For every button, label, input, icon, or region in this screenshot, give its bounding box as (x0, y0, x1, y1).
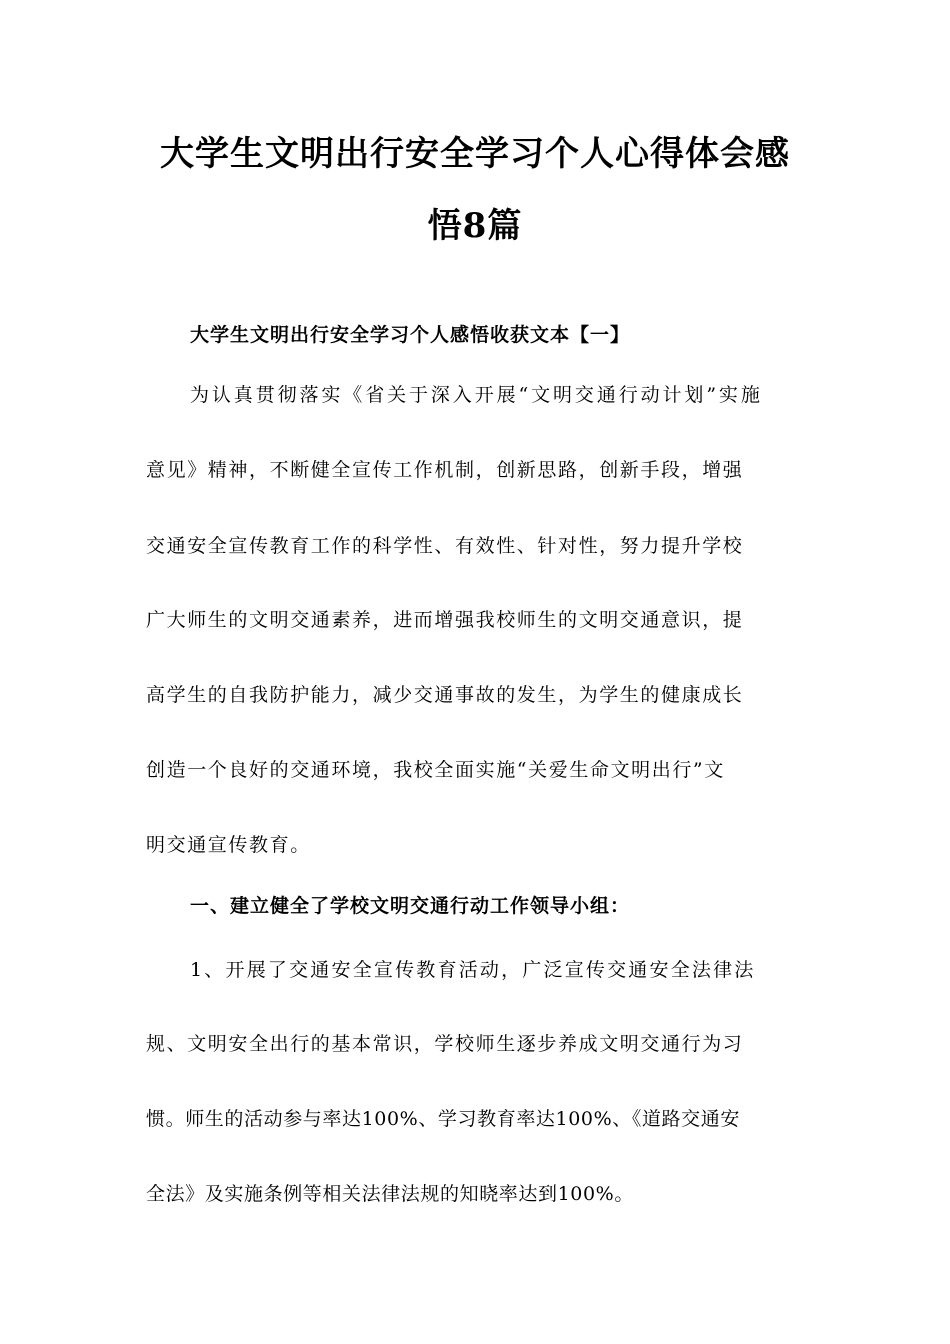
paragraph-line: 为认真贯彻落实《省关于深入开展“文明交通行动计划”实施 (190, 384, 763, 406)
paragraph-line: 规、文明安全出行的基本常识，学校师生逐步养成文明交通行为习 (146, 1033, 744, 1055)
paragraph-line: 惯。师生的活动参与率达100%、学习教育率达100%、《道路交通安 (146, 1108, 740, 1130)
paragraph-line: 创造一个良好的交通环境，我校全面实施“关爱生命文明出行”文 (146, 759, 725, 781)
subheading: 一、建立健全了学校文明交通行动工作领导小组： (190, 895, 631, 917)
paragraph-line: 意见》精神，不断健全宣传工作机制，创新思路，创新手段，增强 (146, 459, 744, 481)
document-title-line-2: 悟8篇 (427, 206, 523, 246)
section-heading: 大学生文明出行安全学习个人感悟收获文本【一】 (190, 324, 631, 346)
paragraph-line: 交通安全宣传教育工作的科学性、有效性、针对性，努力提升学校 (146, 535, 744, 557)
paragraph-line: 广大师生的文明交通素养，进而增强我校师生的文明交通意识，提 (146, 609, 744, 631)
document-title-line-1: 大学生文明出行安全学习个人心得体会感 (160, 134, 790, 174)
paragraph-line: 明交通宣传教育。 (146, 834, 311, 856)
paragraph-line: 全法》及实施条例等相关法律法规的知晓率达到100%。 (146, 1183, 634, 1205)
paragraph-line: 高学生的自我防护能力，减少交通事故的发生，为学生的健康成长 (146, 684, 744, 706)
paragraph-line: 1、开展了交通安全宣传教育活动，广泛宣传交通安全法律法 (190, 959, 756, 981)
